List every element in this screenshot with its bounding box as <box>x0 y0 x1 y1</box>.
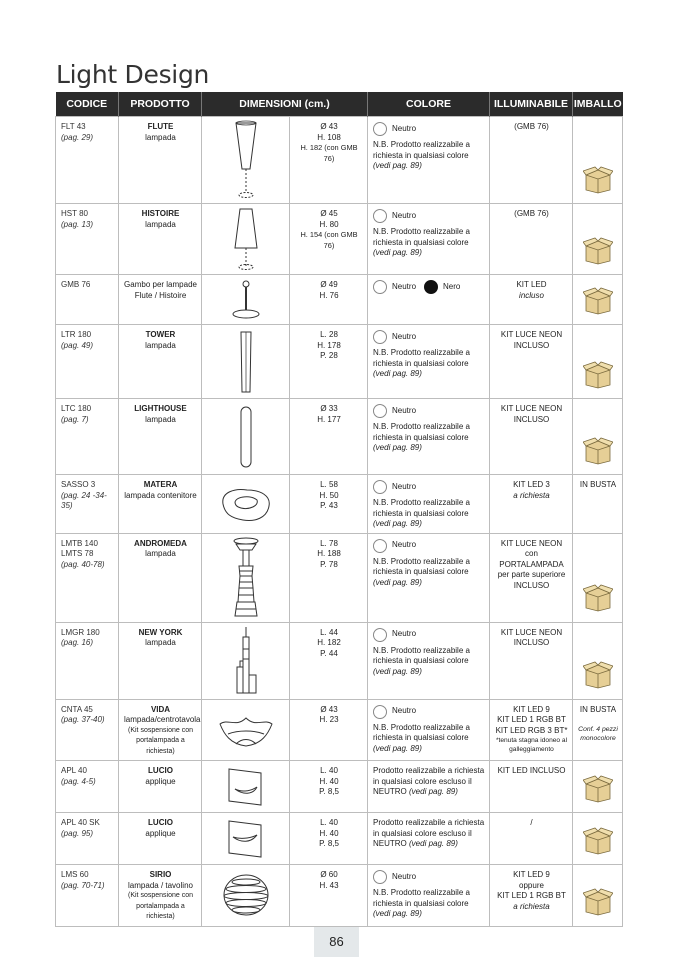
cell-illuminabile <box>490 699 573 761</box>
table-header-row <box>56 92 623 117</box>
cell-imballo <box>573 865 623 927</box>
illumination-value: KIT LUCE NEON INCLUSO <box>500 627 563 647</box>
cell-illuminabile <box>490 865 573 927</box>
table-row <box>56 533 623 622</box>
color-note-ref: (vedi pag. 89) <box>373 666 422 676</box>
matera-stone-icon <box>204 482 287 526</box>
color-note <box>373 646 485 678</box>
cell-imballo <box>573 699 623 761</box>
color-label-neutro: Neutro <box>392 123 417 133</box>
dimension-value: H. 182 <box>317 638 341 647</box>
packaging-note: Conf. 4 pezzi monocolore <box>578 726 618 742</box>
cell-prodotto <box>119 204 202 275</box>
histoire-lamp-icon <box>204 206 287 272</box>
dimension-value: P. 43 <box>320 501 338 510</box>
dimension-value: P. 28 <box>320 351 338 360</box>
neutral-swatch-icon <box>373 280 387 294</box>
product-description: lampada contenitore <box>124 490 197 500</box>
cell-imballo <box>573 204 623 275</box>
newyork-lamp-icon <box>204 625 287 697</box>
page-reference: (pag. 24 -34-35) <box>61 490 107 510</box>
product-name: LUCIO <box>148 766 173 775</box>
dimension-value: L. 40 <box>320 766 338 775</box>
cell-dimensioni <box>290 622 368 699</box>
cell-image <box>202 761 290 813</box>
cell-imballo <box>573 475 623 534</box>
product-name: FLUTE <box>147 122 174 131</box>
product-code: FLT 43 <box>61 122 86 131</box>
color-note <box>373 140 485 172</box>
header-imballo: IMBALLO <box>573 92 623 117</box>
color-note-ref: (vedi pag. 89) <box>373 161 422 170</box>
product-description: lampada <box>145 340 176 350</box>
color-note <box>373 348 485 380</box>
cell-imballo <box>573 622 623 699</box>
table-row <box>56 622 623 699</box>
dimension-value: H. 23 <box>319 715 339 724</box>
product-description: Gambo per lampade Flute / Histoire <box>124 280 197 300</box>
color-note-ref: (vedi pag. 89) <box>373 519 422 528</box>
cardboard-box-icon <box>583 827 613 859</box>
cell-codice <box>56 399 119 475</box>
product-code: SASSO 3 <box>61 480 96 489</box>
color-note-ref: (vedi pag. 89) <box>373 743 422 753</box>
dimension-value: Ø 33 <box>320 404 338 413</box>
dimension-value: Ø 60 <box>320 870 338 879</box>
cell-colore <box>368 865 490 927</box>
table-row <box>56 761 623 813</box>
product-code: GMB 76 <box>61 280 91 289</box>
cell-image <box>202 475 290 534</box>
lucio-wall-icon <box>204 765 287 809</box>
illumination-value: (GMB 76) <box>514 122 549 131</box>
color-swatches <box>373 870 485 884</box>
color-note-ref: (vedi pag. 89) <box>373 369 422 378</box>
product-note: (Kit sospensione con portalampada a richiesta) <box>128 892 193 920</box>
product-code: LMTS 78 <box>61 549 94 558</box>
cell-dimensioni <box>290 865 368 927</box>
product-description: lampada <box>145 414 176 424</box>
dimension-value: H. 178 <box>317 340 341 350</box>
color-label-neutro: Neutro <box>392 331 417 341</box>
cardboard-box-icon <box>583 166 613 198</box>
dimension-value: H. 154 (con GMB 76) <box>300 230 358 250</box>
cardboard-box-icon <box>583 661 613 693</box>
vida-bowl-icon <box>204 708 287 752</box>
cell-colore <box>368 325 490 399</box>
page-reference: (pag. 13) <box>61 219 94 229</box>
cell-illuminabile <box>490 533 573 622</box>
cell-illuminabile <box>490 813 573 865</box>
cell-imballo <box>573 275 623 325</box>
cell-colore <box>368 475 490 534</box>
table-row <box>56 865 623 927</box>
dimension-value: L. 44 <box>320 627 338 637</box>
product-code: LTC 180 <box>61 404 92 413</box>
table-row <box>56 813 623 865</box>
cardboard-box-icon <box>583 888 613 920</box>
dimension-value: H. 177 <box>317 414 341 424</box>
cell-colore <box>368 622 490 699</box>
illumination-value: KIT LED 9 <box>513 704 550 714</box>
product-name: LUCIO <box>148 818 173 827</box>
illumination-value: (GMB 76) <box>514 209 549 218</box>
neutral-swatch-icon <box>373 870 387 884</box>
table-row <box>56 204 623 275</box>
cardboard-box-icon <box>583 237 613 269</box>
color-swatches <box>373 539 485 553</box>
andromeda-lamp-icon <box>204 536 287 620</box>
flute-lamp-icon <box>204 119 287 201</box>
cell-prodotto <box>119 117 202 204</box>
cell-image <box>202 622 290 699</box>
color-note-ref: (vedi pag. 89) <box>409 787 458 796</box>
cell-codice <box>56 761 119 813</box>
cell-prodotto <box>119 865 202 927</box>
product-name: TOWER <box>145 330 176 339</box>
cell-imballo <box>573 399 623 475</box>
cell-image <box>202 533 290 622</box>
lucio-sk-wall-icon <box>204 817 287 861</box>
page-reference: (pag. 29) <box>61 132 94 142</box>
neutral-swatch-icon <box>373 404 387 418</box>
table-row <box>56 399 623 475</box>
color-note <box>373 227 485 259</box>
dimension-value: H. 80 <box>319 219 339 229</box>
cell-dimensioni <box>290 325 368 399</box>
cell-image <box>202 117 290 204</box>
color-note-text: N.B. Prodotto realizzabile a richiesta in qualsiasi colore <box>373 722 470 742</box>
page-reference: (pag. 4-5) <box>61 776 96 786</box>
product-description: applique <box>145 776 176 786</box>
cell-prodotto <box>119 533 202 622</box>
sirio-sphere-icon <box>204 872 287 918</box>
dimension-value: H. 40 <box>319 776 339 786</box>
cardboard-box-icon <box>583 437 613 469</box>
cell-codice <box>56 865 119 927</box>
dimension-value: P. 44 <box>320 648 338 658</box>
color-note-ref: (vedi pag. 89) <box>373 443 422 452</box>
dimension-value: L. 58 <box>320 480 338 489</box>
cell-image <box>202 325 290 399</box>
cell-codice <box>56 325 119 399</box>
cell-prodotto <box>119 325 202 399</box>
color-label-neutro: Neutro <box>392 281 417 291</box>
dimension-value: H. 43 <box>319 880 339 890</box>
cell-codice <box>56 533 119 622</box>
cell-illuminabile <box>490 117 573 204</box>
color-note <box>373 723 485 755</box>
product-code: APL 40 <box>61 766 87 775</box>
dimension-value: L. 78 <box>320 538 338 548</box>
cell-colore <box>368 761 490 813</box>
illumination-value: / <box>530 818 533 827</box>
cell-codice <box>56 475 119 534</box>
cell-dimensioni <box>290 813 368 865</box>
cell-dimensioni <box>290 761 368 813</box>
color-swatches <box>373 209 485 223</box>
product-description: lampada <box>145 132 176 142</box>
header-colore: COLORE <box>368 92 490 117</box>
product-description: applique <box>145 828 176 838</box>
product-name: VIDA <box>150 704 171 714</box>
color-note-text: N.B. Prodotto realizzabile a richiesta in qualsiasi colore <box>373 348 470 368</box>
cell-colore <box>368 533 490 622</box>
page-number: 86 <box>314 927 359 957</box>
color-note <box>373 818 485 850</box>
color-label-neutro: Neutro <box>392 871 417 881</box>
dimension-value: Ø 49 <box>320 280 338 289</box>
dimension-value: H. 40 <box>319 828 339 838</box>
header-dimensioni: DIMENSIONI (cm.) <box>202 92 368 117</box>
product-name: MATERA <box>143 480 178 489</box>
color-note-ref: (vedi pag. 89) <box>373 909 422 918</box>
header-illuminabile: ILLUMINABILE <box>490 92 573 117</box>
neutral-swatch-icon <box>373 628 387 642</box>
product-code: HST 80 <box>61 209 88 218</box>
color-note-text: Prodotto realizzabile a richiesta in qualsiasi colore escluso il NEUTRO <box>373 766 485 796</box>
color-label-neutro: Neutro <box>392 540 417 550</box>
cell-prodotto <box>119 761 202 813</box>
cell-imballo <box>573 813 623 865</box>
color-label-neutro: Neutro <box>392 481 417 491</box>
dimension-value: P. 8,5 <box>319 787 339 796</box>
cell-dimensioni <box>290 204 368 275</box>
color-note-text: N.B. Prodotto realizzabile a richiesta in qualsiasi colore <box>373 498 470 518</box>
cell-codice <box>56 699 119 761</box>
cell-prodotto <box>119 475 202 534</box>
page-reference: (pag. 40-78) <box>61 559 105 569</box>
product-code: LTR 180 <box>61 330 92 339</box>
product-name: ANDROMEDA <box>134 538 187 548</box>
color-swatches <box>373 330 485 344</box>
cell-colore <box>368 204 490 275</box>
product-code: LMTB 140 <box>61 538 98 548</box>
illumination-note: a richiesta <box>513 901 550 911</box>
color-note-text: N.B. Prodotto realizzabile a richiesta in qualsiasi colore <box>373 888 470 908</box>
cell-colore <box>368 813 490 865</box>
product-code: LMS 60 <box>61 870 89 879</box>
cell-dimensioni <box>290 699 368 761</box>
cell-colore <box>368 275 490 325</box>
color-label-nero: Nero <box>443 281 461 291</box>
black-swatch-icon <box>424 280 438 294</box>
color-label-neutro: Neutro <box>392 629 417 639</box>
illumination-value: KIT LED <box>516 280 547 289</box>
neutral-swatch-icon <box>373 122 387 136</box>
dimension-value: Ø 43 <box>320 122 338 131</box>
illumination-note: a richiesta <box>513 490 550 500</box>
cell-codice <box>56 275 119 325</box>
page-reference: (pag. 95) <box>61 828 94 838</box>
cell-prodotto <box>119 813 202 865</box>
color-label-neutro: Neutro <box>392 706 417 716</box>
cell-illuminabile <box>490 761 573 813</box>
cell-illuminabile <box>490 325 573 399</box>
color-note-text: N.B. Prodotto realizzabile a richiesta in qualsiasi colore <box>373 140 470 160</box>
color-swatches <box>373 280 485 294</box>
cell-imballo <box>573 325 623 399</box>
neutral-swatch-icon <box>373 539 387 553</box>
header-prodotto: PRODOTTO <box>119 92 202 117</box>
cell-imballo <box>573 533 623 622</box>
dimension-value: H. 188 <box>317 549 341 558</box>
cardboard-box-icon <box>583 775 613 807</box>
cell-dimensioni <box>290 475 368 534</box>
color-note-ref: (vedi pag. 89) <box>373 577 422 587</box>
cell-dimensioni <box>290 399 368 475</box>
dimension-value: H. 50 <box>319 490 339 500</box>
cell-image <box>202 865 290 927</box>
cardboard-box-icon <box>583 584 613 616</box>
product-description: lampada <box>145 219 176 229</box>
cell-codice <box>56 622 119 699</box>
product-table <box>55 92 623 927</box>
color-note-text: N.B. Prodotto realizzabile a richiesta in qualsiasi colore <box>373 227 470 247</box>
color-note <box>373 557 485 589</box>
cell-illuminabile <box>490 275 573 325</box>
product-description: lampada / tavolino <box>128 880 193 890</box>
cell-prodotto <box>119 699 202 761</box>
stem-icon <box>204 278 287 322</box>
color-label-neutro: Neutro <box>392 210 417 220</box>
page-reference: (pag. 16) <box>61 638 94 647</box>
tower-lamp-icon <box>204 328 287 396</box>
table-row <box>56 275 623 325</box>
product-name: LIGHTHOUSE <box>134 404 187 413</box>
cell-image <box>202 399 290 475</box>
color-label-neutro: Neutro <box>392 405 417 415</box>
cardboard-box-icon <box>583 361 613 393</box>
cell-prodotto <box>119 399 202 475</box>
illumination-value: KIT LUCE NEON INCLUSO <box>500 330 563 350</box>
cell-illuminabile <box>490 399 573 475</box>
illumination-footnote: *tenuta stagna idoneo al galleggiamento <box>495 737 568 753</box>
color-swatches <box>373 480 485 494</box>
page-reference: (pag. 49) <box>61 340 94 350</box>
color-note <box>373 422 485 454</box>
product-name: HISTOIRE <box>141 209 180 218</box>
dimension-value: L. 40 <box>320 818 338 827</box>
neutral-swatch-icon <box>373 705 387 719</box>
color-note-text: N.B. Prodotto realizzabile a richiesta in qualsiasi colore <box>373 422 470 442</box>
color-swatches <box>373 404 485 418</box>
color-note <box>373 498 485 530</box>
cell-image <box>202 813 290 865</box>
cell-dimensioni <box>290 275 368 325</box>
table-row <box>56 475 623 534</box>
product-description: lampada <box>145 638 176 647</box>
color-note-text: N.B. Prodotto realizzabile a richiesta in qualsiasi colore <box>373 556 470 576</box>
cell-image <box>202 275 290 325</box>
cell-illuminabile <box>490 622 573 699</box>
cell-colore <box>368 117 490 204</box>
color-note-text: Prodotto realizzabile a richiesta in qualsiasi colore escluso il NEUTRO <box>373 818 485 848</box>
color-note-ref: (vedi pag. 89) <box>409 839 458 848</box>
cell-illuminabile <box>490 475 573 534</box>
dimension-value: H. 108 <box>317 132 341 142</box>
cell-colore <box>368 699 490 761</box>
dimension-value: L. 28 <box>320 330 338 339</box>
illumination-value: KIT LUCE NEON con PORTALAMPADA per parte superiore INCLUSO <box>497 538 566 590</box>
illumination-value: KIT LUCE NEON INCLUSO <box>500 404 563 424</box>
dimension-value: Ø 43 <box>320 704 338 714</box>
header-codice: CODICE <box>56 92 119 117</box>
page-reference: (pag. 7) <box>61 414 89 424</box>
color-note-text: N.B. Prodotto realizzabile a richiesta in qualsiasi colore <box>373 645 470 665</box>
packaging-label: IN BUSTA <box>579 704 617 714</box>
cell-imballo <box>573 761 623 813</box>
page-reference: (pag. 70-71) <box>61 880 105 890</box>
cell-codice <box>56 117 119 204</box>
illumination-value: KIT LED 3 <box>513 480 550 489</box>
illumination-value: KIT LED 1 RGB BT <box>497 891 566 900</box>
product-note: (Kit sospensione con portalampada a richiesta) <box>128 726 193 755</box>
color-swatches <box>373 122 485 136</box>
page-reference: (pag. 37-40) <box>61 715 105 724</box>
lighthouse-lamp-icon <box>204 403 287 471</box>
product-name: NEW YORK <box>138 627 183 637</box>
neutral-swatch-icon <box>373 330 387 344</box>
cell-imballo <box>573 117 623 204</box>
page-title: Light Design <box>56 60 210 89</box>
cell-codice <box>56 813 119 865</box>
product-code: APL 40 SK <box>61 818 100 827</box>
illumination-note: incluso <box>519 290 544 300</box>
dimension-value: H. 182 (con GMB 76) <box>300 143 358 163</box>
neutral-swatch-icon <box>373 480 387 494</box>
cell-colore <box>368 399 490 475</box>
cell-prodotto <box>119 622 202 699</box>
color-note <box>373 766 485 798</box>
cell-image <box>202 699 290 761</box>
product-description: lampada <box>145 549 176 558</box>
illumination-value: KIT LED RGB 3 BT* <box>495 725 568 735</box>
product-description: lampada/centrotavola <box>124 715 201 724</box>
neutral-swatch-icon <box>373 209 387 223</box>
cell-codice <box>56 204 119 275</box>
color-note-ref: (vedi pag. 89) <box>373 248 422 257</box>
product-name: SIRIO <box>149 870 172 879</box>
illumination-value: KIT LED 9 <box>513 870 550 879</box>
product-code: CNTA 45 <box>61 704 93 714</box>
cell-dimensioni <box>290 533 368 622</box>
illumination-value: oppure <box>519 880 544 890</box>
dimension-value: P. 78 <box>320 559 338 569</box>
table-row <box>56 325 623 399</box>
cell-image <box>202 204 290 275</box>
cell-dimensioni <box>290 117 368 204</box>
product-code: LMGR 180 <box>61 627 100 637</box>
illumination-value: KIT LED INCLUSO <box>497 766 566 775</box>
table-row <box>56 117 623 204</box>
illumination-value: KIT LED 1 RGB BT <box>497 715 566 724</box>
cell-prodotto <box>119 275 202 325</box>
cardboard-box-icon <box>583 287 613 319</box>
dimension-value: H. 76 <box>319 290 339 300</box>
color-note <box>373 888 485 920</box>
table-row <box>56 699 623 761</box>
color-swatches <box>373 628 485 642</box>
packaging-label: IN BUSTA <box>579 480 617 489</box>
dimension-value: P. 8,5 <box>319 839 339 848</box>
cell-illuminabile <box>490 204 573 275</box>
color-swatches <box>373 705 485 719</box>
dimension-value: Ø 45 <box>320 209 338 218</box>
